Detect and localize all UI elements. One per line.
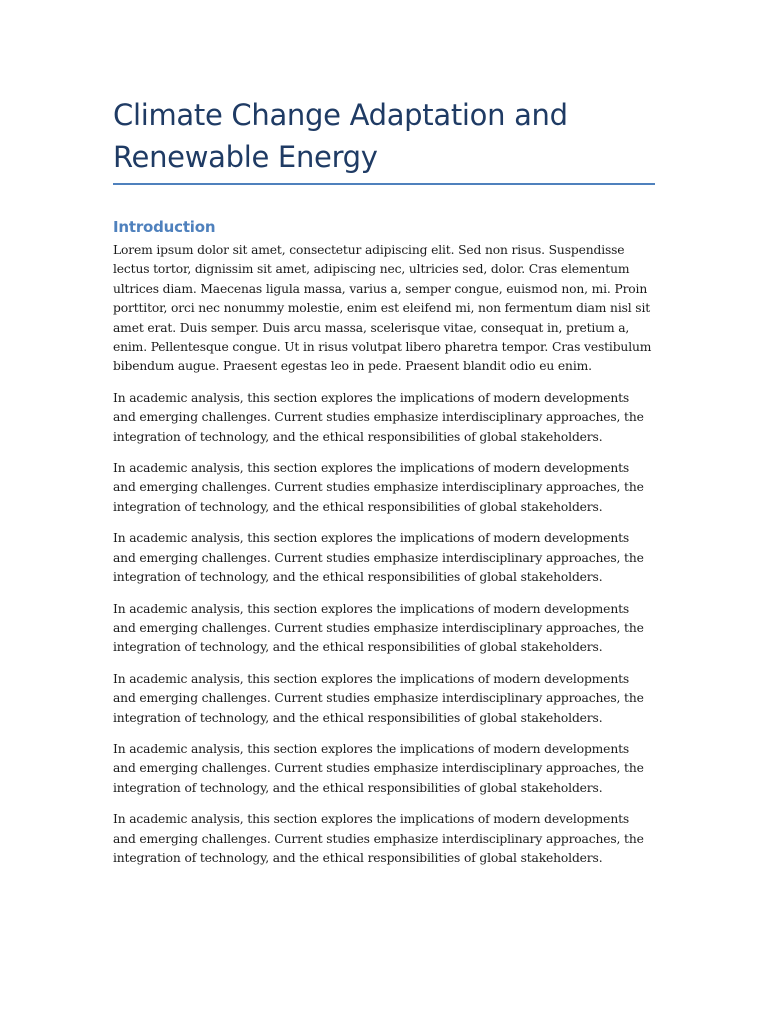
paragraph: Lorem ipsum dolor sit amet, consectetur adipiscing elit. Sed non risus. Suspendisse lectus tortor, dignissim sit amet, adipiscing nec, ultricies sed, dolor. Cras elementum ultrices diam. Maecenas ligula massa, varius a, semper congue, euismod non, mi. Proin porttitor, orci nec nonummy molestie, enim est eleifend mi, non fermentum diam nisl sit amet erat. Duis semper. Duis arcu massa, scelerisque vitae, consequat in, pretium a, enim. Pellentesque congue. Ut in risus volutpat libero pharetra tempor. Cras vestibulum bibendum augue. Praesent egestas leo in pede. Praesent blandit odio eu enim. [113, 243, 652, 374]
document-page [113, 94, 655, 880]
title-underline-rule [113, 183, 655, 185]
paragraph: In academic analysis, this section explores the implications of modern developments and emerging challenges. Current studies emphasize interdisciplinary approaches, the integration of technology, and the ethical responsibilities of global stakeholders. [113, 601, 644, 655]
paragraph: In academic analysis, this section explores the implications of modern developments and emerging challenges. Current studies emphasize interdisciplinary approaches, the integration of technology, and the ethical responsibilities of global stakeholders. [113, 531, 644, 585]
section-introduction [113, 217, 655, 868]
paragraph: In academic analysis, this section explores the implications of modern developments and emerging challenges. Current studies emphasize interdisciplinary approaches, the integration of technology, and the ethical responsibilities of global stakeholders. [113, 741, 644, 795]
paragraph: In academic analysis, this section explores the implications of modern developments and emerging challenges. Current studies emphasize interdisciplinary approaches, the integration of technology, and the ethical responsibilities of global stakeholders. [113, 671, 644, 725]
paragraph: In academic analysis, this section explores the implications of modern developments and emerging challenges. Current studies emphasize interdisciplinary approaches, the integration of technology, and the ethical responsibilities of global stakeholders. [113, 390, 644, 444]
paragraph: In academic analysis, this section explores the implications of modern developments and emerging challenges. Current studies emphasize interdisciplinary approaches, the integration of technology, and the ethical responsibilities of global stakeholders. [113, 812, 644, 865]
document-title: Climate Change Adaptation and Renewable Energy [113, 98, 568, 174]
paragraph: In academic analysis, this section explores the implications of modern developments and emerging challenges. Current studies emphasize interdisciplinary approaches, the integration of technology, and the ethical responsibilities of global stakeholders. [113, 461, 644, 514]
section-heading: Introduction [113, 218, 216, 236]
